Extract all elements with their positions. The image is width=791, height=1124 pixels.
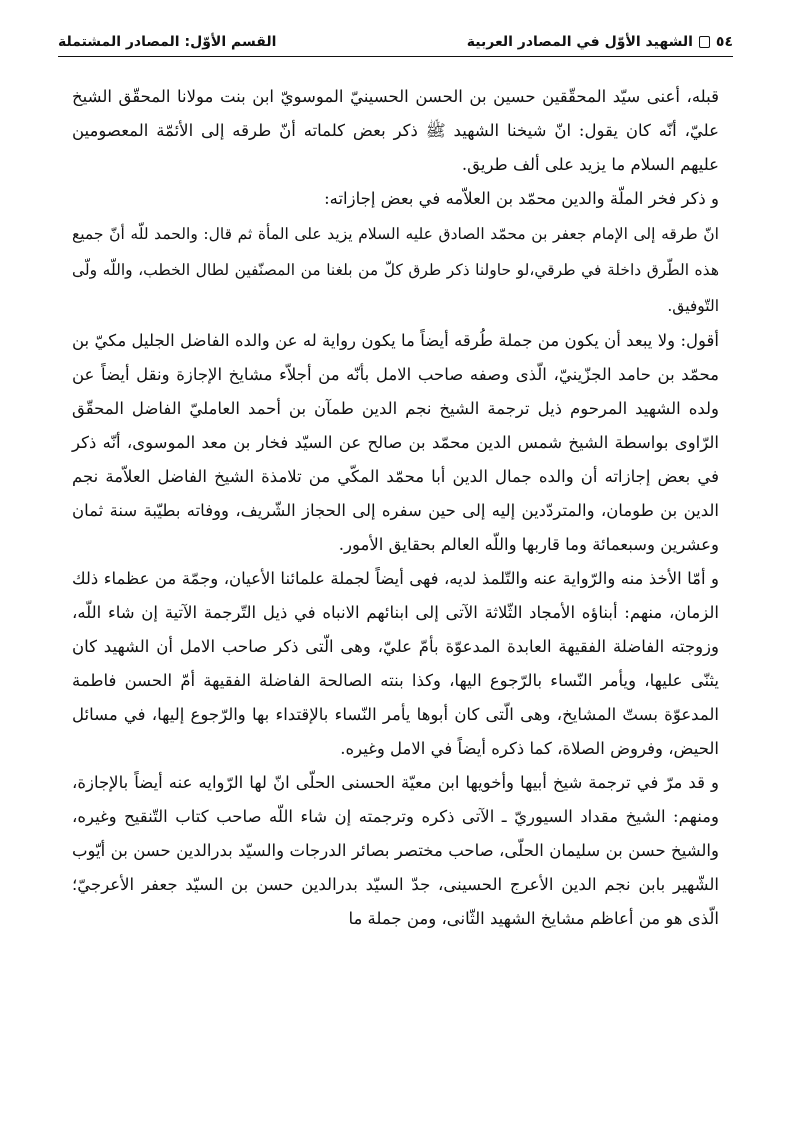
paragraph: و أمّا الأخذ منه والرّواية عنه والتّلمذ لديه، فهى أيضاً لجملة علمائنا الأعيان، وجمّة من عظماء ذلك الزمان، منهم: أبناؤه الأمجاد الثّلاثة الآتى إلى ابنائهم الانباه في ذيل التّرجمة الآتية إن شاء اللّه، وزوجته الفاضلة الفقيهة العابدة المدعوّة بأمّ عليّ، وهى الّتى ذكر صاحب الامل أن الشهيد كان يثنّى عليها، ويأمر النّساء بالرّجوع اليها، وكذا بنته الصالحة الفاضلة الفقيهة أمّ الحسن فاطمة المدعوّة بستّ المشايخ، وهى الّتى كان أبوها يأمر النّساء بالإقتداء بها والرّجوع إليها، في مسائل الحيض، وفروض الصلاة، كما ذكره أيضاً في الامل وغيره. [72,569,719,758]
paragraph: و قد مرّ في ترجمة شيخ أبيها وأخويها ابن معيّة الحسنى الحلّى انّ لها الرّوايه عنه أيضاً بالإجازة، ومنهم: الشيخ مقداد السيوريّ ـ الآتى ذكره وترجمته إن شاء اللّه صاحب كتاب التّنقيح وغيره، والشيخ حسن بن سليمان الحلّى، صاحب مختصر بصائر الدرجات والسيّد بدرالدين حسن بن أيّوب الشّهير بابن نجم الدين الأعرج الحسينى، جدّ السيّد بدرالدين حسن بن السيّد جعفر الأعرجيّ؛ الّذى هو من أعاظم مشايخ الشهيد الثّانى، ومن جملة ما [72,773,719,928]
paragraph: و ذكر فخر الملّة والدين محمّد بن العلاّمه في بعض إجازاته: [324,189,719,208]
running-head-right [467,34,733,50]
page-header [58,28,733,54]
section-title: القسم الأوّل: المصادر المشتملة [58,34,277,50]
paragraph: قبله، أعنى سيّد المحقّقين حسين بن الحسن الحسينيّ الموسويّ ابن بنت مولانا المحقّق الشيخ عليّ، أنّه كان يقول: انّ شيخنا الشهيد ﷺ ذكر بعض كلماته أنّ طرقه إلى الأئمّة المعصومين عليهم السلام ما يزيد على ألف طريق. [72,87,719,174]
header-rule [58,56,733,57]
page-number: ٥٤ [715,34,733,50]
page-body [72,80,719,936]
quoted-paragraph: انّ طرقه إلى الإمام جعفر بن محمّد الصادق عليه السلام يزيد على المأة ثم قال: والحمد للّه أنّ جميع هذه الطّرق داخلة في طرقي،لو حاولنا ذكر طرق كلّ من بلغنا من المصنّفين لطال الخطب، واللّه ولّى التّوفيق. [72,225,719,315]
paragraph: أقول: ولا يبعد أن يكون من جملة طُرقه أيضاً ما يكون رواية له عن والده الفاضل الجليل مكيّ بن محمّد بن حامد الجزّينيّ، الّذى وصفه صاحب الامل بأنّه من أجلاّء مشايخ الإجازة ونقل أيضاً عن ولده الشهيد المرحوم ذيل ترجمة الشيخ نجم الدين طمآن بن أحمد العامليّ الفاضل المحقّق الرّاوى بواسطة الشيخ شمس الدين محمّد بن صالح عن السيّد فخار بن معد الموسوى، أنّه ذكر في بعض إجازاته أن والده جمال الدين أبا محمّد المكّي من تلامذة الشيخ الفاضل العلاّمة نجم الدين بن طومان، والمتردّدين إليه إلى حين سفره إلى الحجاز الشّريف، ووفاته بطيّبة سنة ثمان وعشرين وسبعمائة وما قاربها واللّه العالم بحقايق الأمور. [72,331,719,554]
square-icon [699,36,710,48]
book-title: الشهيد الأوّل في المصادر العربية [466,34,693,50]
